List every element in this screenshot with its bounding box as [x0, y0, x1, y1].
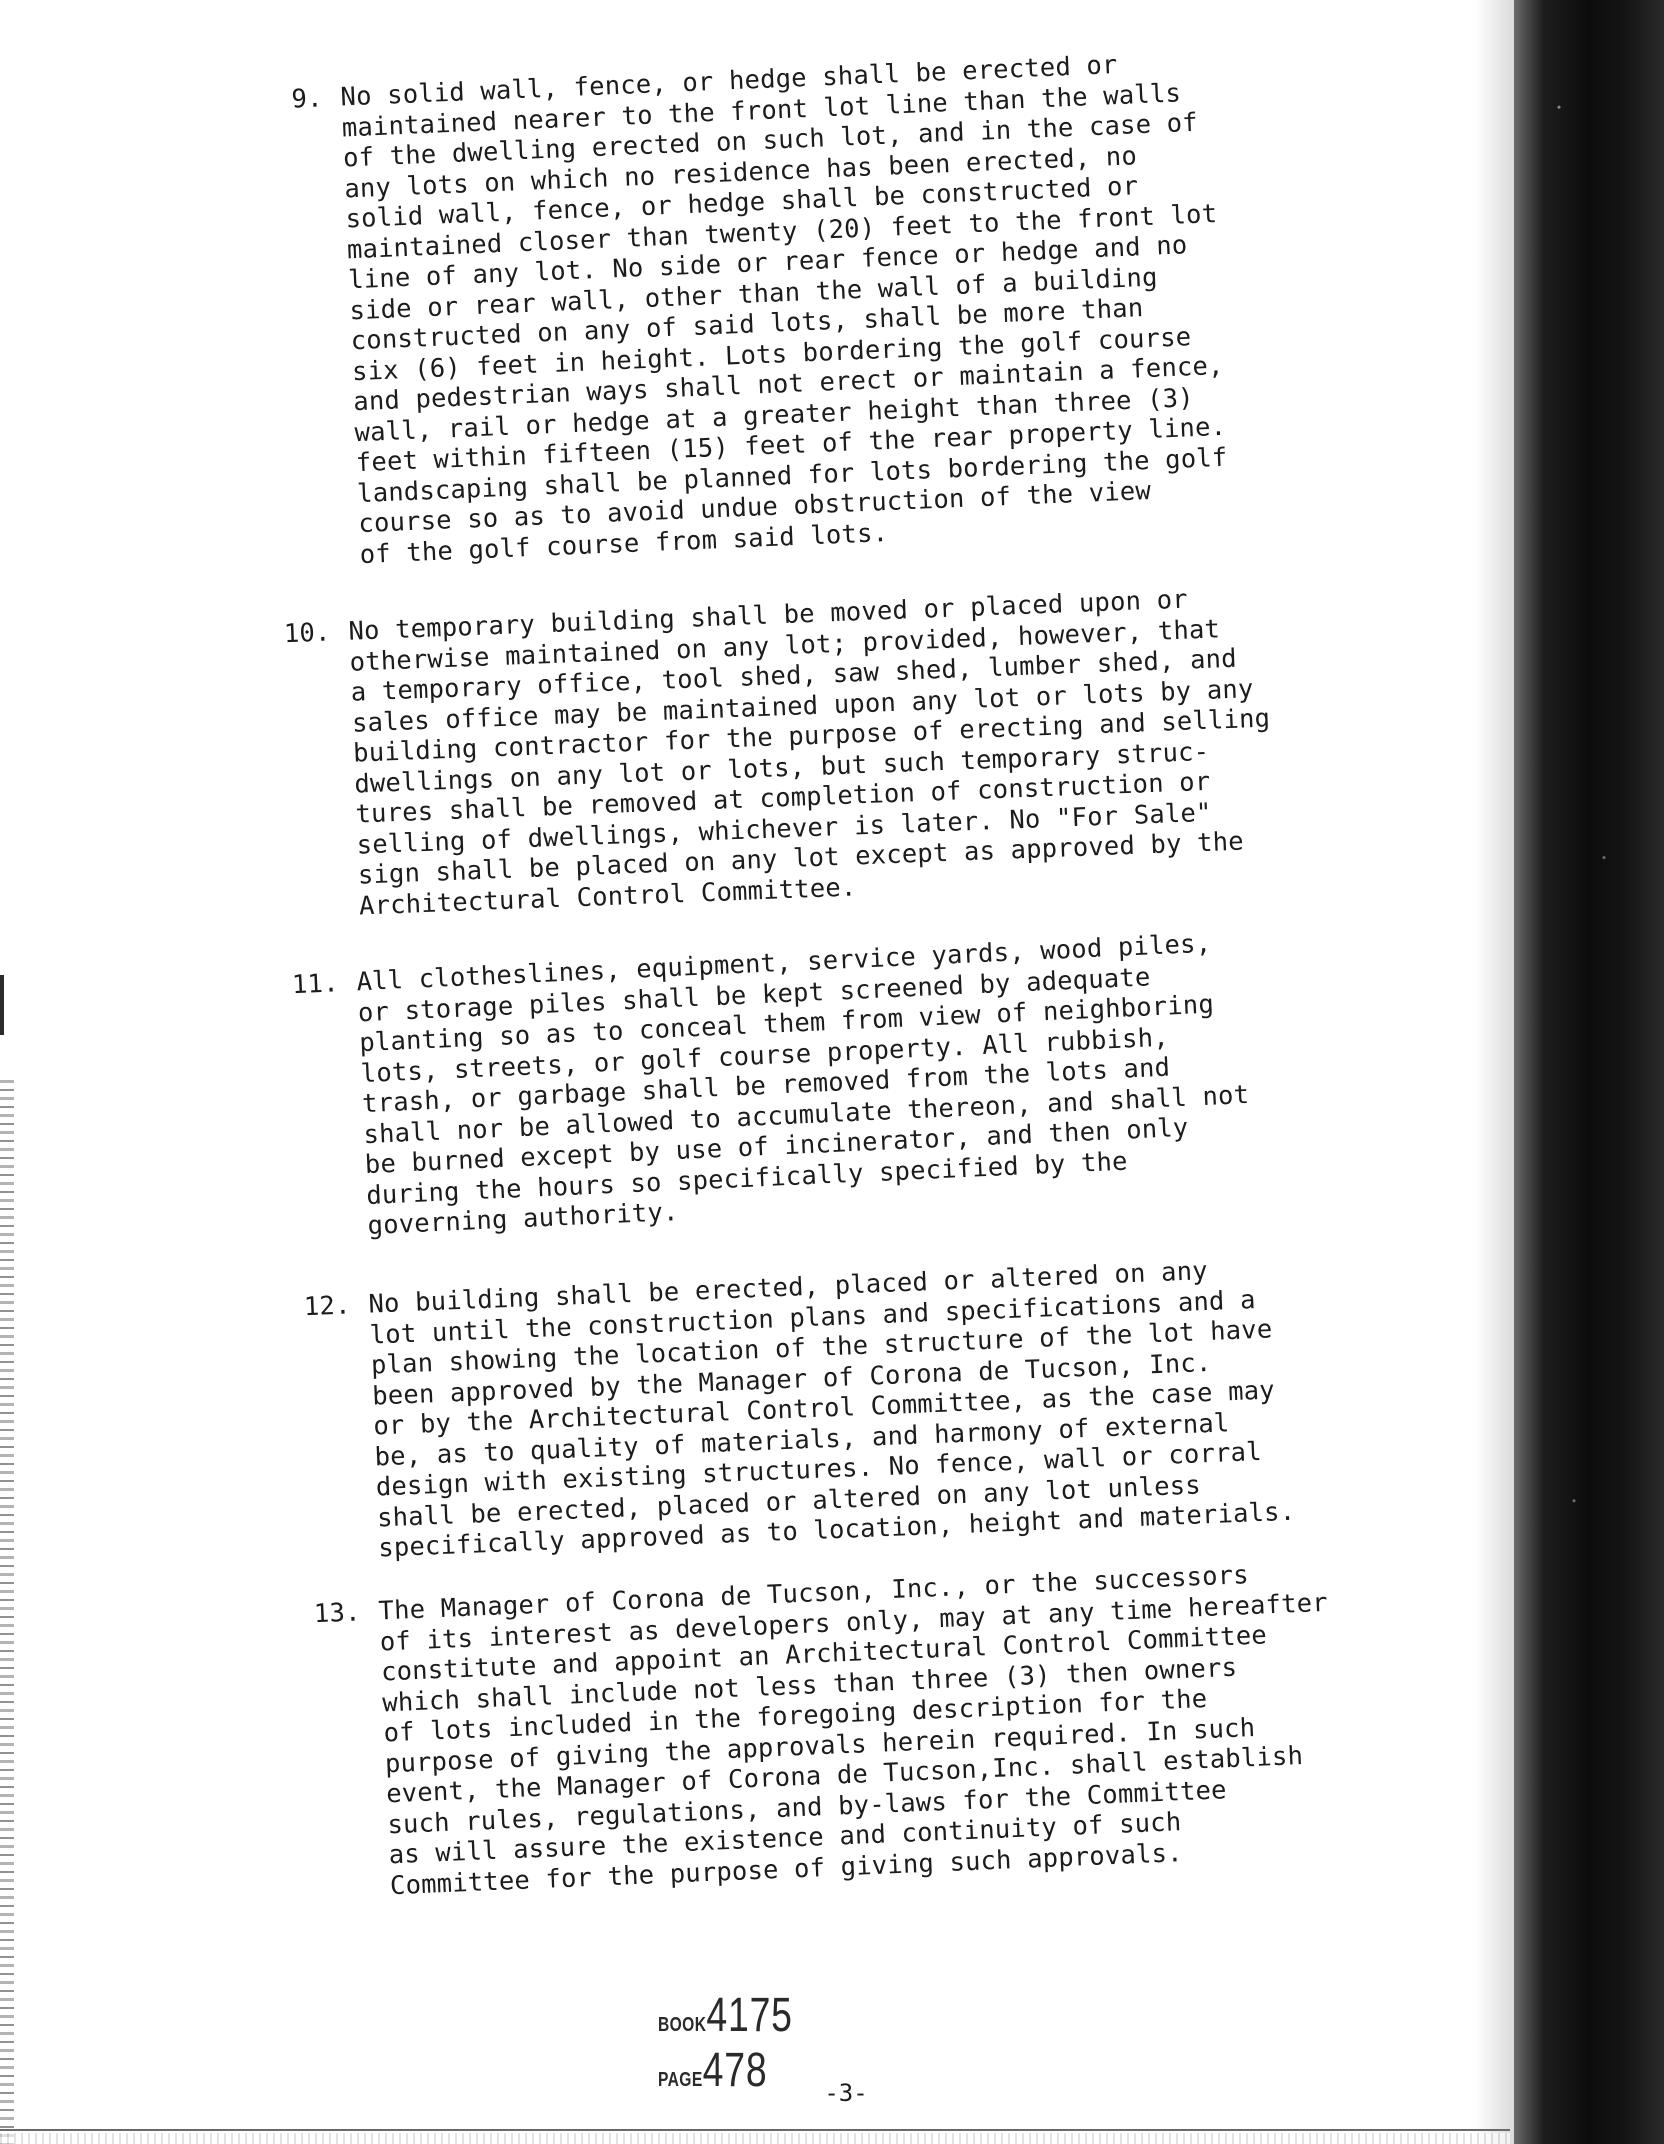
scan-noise-bottom	[0, 2133, 1510, 2144]
scan-edge-bottom	[0, 2129, 1510, 2131]
clause-11	[291, 922, 1361, 1269]
page-label: PAGE	[658, 2069, 703, 2091]
clause-text: No temporary building shall be moved or placed upon or otherwise maintained on any lot; provided, however, that a temporary office, tool shed, saw shed, lumber shed, and sales office may be maintained upon any lot or lots by any building contractor for the purpose of erecting and selling dwellings on any lot or lots, but such temporary struc- tures shall be removed at completion of construction or selling of dwellings, whichever is later. No "For Sale" sign shall be placed on any lot except as approved by the Architectural Control Committee.	[347, 584, 1271, 922]
book-label: BOOK	[658, 2014, 707, 2036]
scan-shadow	[1474, 0, 1514, 2144]
clause-number: 11.	[291, 968, 340, 1001]
scan-mark-left	[0, 975, 4, 1035]
clause-9	[282, 43, 1303, 604]
clause-number: 13.	[313, 1597, 362, 1630]
scan-edge-left	[0, 1080, 14, 2144]
clause-number: 12.	[303, 1290, 352, 1323]
clause-text: No building shall be erected, placed or altered on any lot until the construction plans and specifications and a plan showing the location of the structure of the lot have been approved by the Manager of Corona de Tucson, Inc. or by the Architectural Control Committee, as the case may be, as to quality of materials, and harmony of external design with existing structures. No fence, wall or corral shall be erected, placed or altered on any lot unless specifically approved as to location, height and materials.	[367, 1255, 1296, 1564]
page-number: -3-	[824, 2079, 868, 2107]
book-number: 4175	[706, 1989, 793, 2042]
clause-13	[313, 1554, 1412, 1919]
clause-text: The Manager of Corona de Tucson, Inc., or the successors of its interest as developers only, may at any time hereafter constitute and appoint an Architectural Control Committee which shall include not less than three (3) then owners of lots included in the foregoing description for the purpose of giving the approvals herein required. In such event, the Manager of Corona de Tucson,Inc. shall establish such rules, regulations, and by-laws for the Committee as will assure the existence and continuity of such Committee for the purpose of giving such approvals.	[377, 1560, 1329, 1901]
clause-number: 9.	[290, 83, 324, 115]
page-reference: 478	[702, 2044, 768, 2097]
clause-text: No solid wall, fence, or hedge shall be erected or maintained nearer to the front lot line than the walls of the dwelling erected on such lot, and in the case of any lots on which no residence has been erected, no solid wall, fence, or hedge shall be constructed or maintained closer than twenty (20) feet to the front lot line of any lot. No side or rear fence or hedge and no side or rear wall, other than the wall of a building constructed on any of said lots, shall be more than six (6) feet in height. Lots bordering the golf course and pedestrian ways shall not erect or maintain a fence, wall, rail or hedge at a greater height than three (3) feet within fifteen (15) feet of the rear property line. landscaping shall be planned for lots bordering the golf course so as to avoid undue obstruction of the view of the golf course from said lots.	[339, 50, 1228, 570]
scan-edge-right	[1514, 0, 1664, 2144]
clause-text: All clotheslines, equipment, service yards, wood piles, or storage piles shall be kept screened by adequate planting so as to conceal them from view of neighboring lots, streets, or golf course property. All rubbish, trash, or garbage shall be removed from the lots and shall nor be allowed to accumulate thereon, and shall not be burned except by use of incinerator, and then only during the hours so specifically specified by the governing authority.	[355, 928, 1250, 1242]
clause-12	[303, 1249, 1391, 1592]
book-page-stamp	[658, 1988, 876, 2097]
clause-number: 10.	[283, 617, 332, 650]
clause-10	[283, 579, 1352, 949]
